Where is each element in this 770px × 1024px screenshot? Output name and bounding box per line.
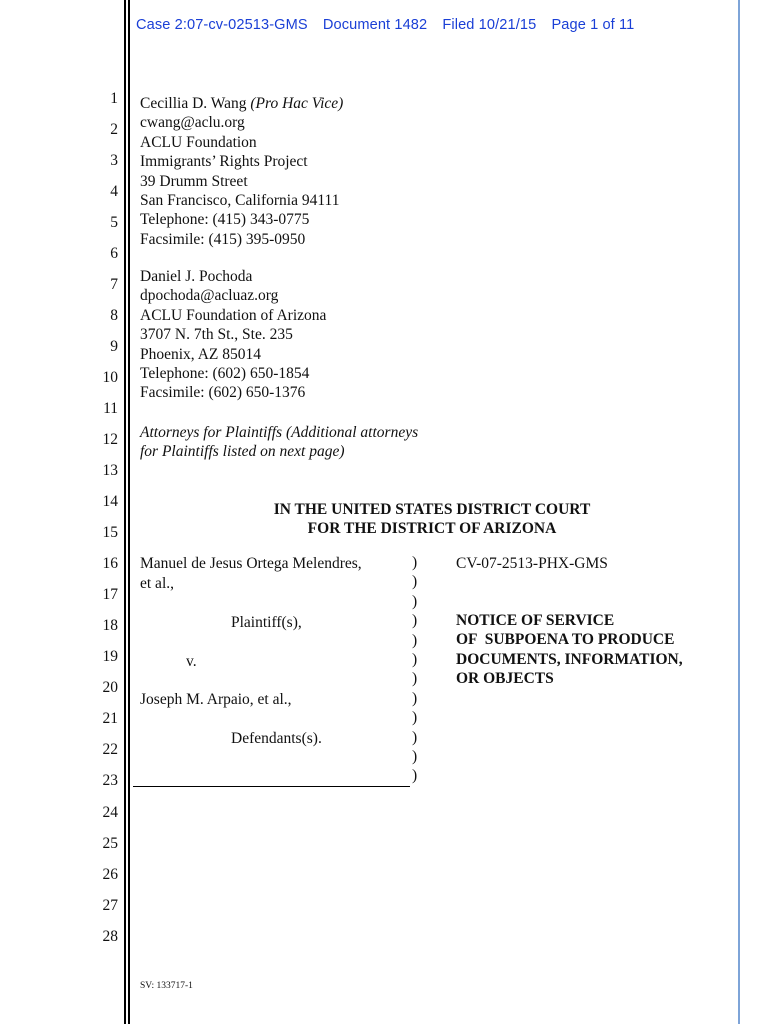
plaintiff-name-line1: Manuel de Jesus Ortega Melendres,: [140, 555, 362, 572]
attorney-block-2: [140, 267, 326, 403]
court-line1: IN THE UNITED STATES DISTRICT COURT: [273, 501, 591, 518]
attorney2-name: Daniel J. Pochoda: [140, 268, 253, 285]
document-title-line: OF SUBPOENA TO PRODUCE: [456, 631, 675, 649]
line-number: 28: [102, 928, 118, 945]
header-page: Page 1 of 11: [551, 17, 635, 33]
attorney1-phone: Telephone: (415) 343-0775: [140, 211, 310, 229]
line-number: 7: [110, 276, 118, 293]
defendant-role: Defendants(s).: [231, 730, 322, 747]
attorney1-name: Cecillia D. Wang: [140, 95, 247, 112]
paren: ): [412, 650, 418, 668]
attorney-block-1: [140, 94, 343, 249]
line-number: 13: [102, 462, 118, 479]
line-number: 25: [102, 835, 118, 852]
court-title: [132, 500, 732, 539]
footer-sv-number: SV: 133717-1: [140, 981, 193, 991]
line-number: 20: [102, 679, 118, 696]
attorneys-for-line1: Attorneys for Plaintiffs (Additional attorneys: [140, 424, 419, 441]
right-margin-rule: [738, 0, 740, 1024]
line-number: 4: [110, 183, 118, 200]
line-number: 10: [102, 369, 118, 386]
line-number: 1: [110, 90, 118, 107]
header-document: Document 1482: [322, 17, 428, 33]
line-number: 21: [102, 710, 118, 727]
attorney1-fax: Facsimile: (415) 395-0950: [140, 230, 306, 248]
paren: ): [412, 689, 418, 707]
line-number: 23: [102, 772, 118, 789]
line-number: 8: [110, 307, 118, 324]
paren: ): [412, 767, 418, 785]
case-number: CV-07-2513-PHX-GMS: [456, 555, 608, 572]
line-number: 5: [110, 214, 118, 231]
attorney1-project: Immigrants’ Rights Project: [140, 153, 308, 171]
attorney2-phone: Telephone: (602) 650-1854: [140, 364, 310, 382]
attorney1-pro-hac: (Pro Hac Vice): [250, 95, 344, 112]
caption-parentheses: [412, 553, 417, 786]
ecf-header: [136, 17, 645, 33]
line-number: 16: [102, 555, 118, 572]
attorney1-email: cwang@aclu.org: [140, 114, 245, 132]
attorney1-org: ACLU Foundation: [140, 133, 257, 151]
line-number: 26: [102, 866, 118, 883]
line-number: 11: [103, 400, 118, 417]
line-number: 17: [102, 586, 118, 603]
paren: ): [412, 573, 418, 591]
document-title-line: DOCUMENTS, INFORMATION,: [456, 650, 683, 668]
paren: ): [412, 747, 418, 765]
attorney2-org: ACLU Foundation of Arizona: [140, 306, 327, 324]
paren: ): [412, 670, 418, 688]
attorneys-for-line2: for Plaintiffs listed on next page): [140, 443, 345, 461]
attorney2-city: Phoenix, AZ 85014: [140, 345, 261, 363]
line-number: 15: [102, 524, 118, 541]
line-number: 24: [102, 804, 118, 821]
line-number: 3: [110, 152, 118, 169]
line-number: 18: [102, 617, 118, 634]
paren: ): [412, 709, 418, 727]
header-case: Case 2:07-cv-02513-GMS: [136, 17, 308, 33]
line-number: 6: [110, 245, 118, 262]
line-number: 2: [110, 121, 118, 138]
attorneys-for-plaintiffs: [140, 423, 418, 462]
document-title-line: OR OBJECTS: [456, 670, 554, 688]
plaintiff-role: Plaintiff(s),: [231, 614, 302, 631]
line-number: 12: [102, 431, 118, 448]
attorney1-street: 39 Drumm Street: [140, 172, 248, 190]
header-filed: Filed 10/21/15: [442, 17, 537, 33]
attorney2-fax: Facsimile: (602) 650-1376: [140, 384, 306, 402]
line-number: 14: [102, 493, 118, 510]
document-title-line: NOTICE OF SERVICE: [456, 612, 615, 629]
document-title: [456, 611, 683, 689]
versus: v.: [186, 653, 197, 670]
defendant-name: Joseph M. Arpaio, et al.,: [140, 691, 292, 708]
line-number: 27: [102, 897, 118, 914]
court-line2: FOR THE DISTRICT OF ARIZONA: [307, 520, 557, 538]
paren: ): [412, 554, 418, 571]
left-margin-rule-inner: [128, 0, 130, 1024]
paren: ): [412, 612, 418, 630]
attorney2-email: dpochoda@acluaz.org: [140, 287, 279, 305]
line-number: 9: [110, 338, 118, 355]
paren: ): [412, 728, 418, 746]
paren: ): [412, 631, 418, 649]
plaintiff-name-line2: et al.,: [140, 575, 174, 592]
caption-underline: [133, 786, 410, 787]
attorney2-street: 3707 N. 7th St., Ste. 235: [140, 326, 293, 344]
paren: ): [412, 592, 418, 610]
attorney1-city: San Francisco, California 94111: [140, 191, 340, 209]
left-margin-rule: [124, 0, 126, 1024]
line-number: 22: [102, 741, 118, 758]
line-number: 19: [102, 648, 118, 665]
